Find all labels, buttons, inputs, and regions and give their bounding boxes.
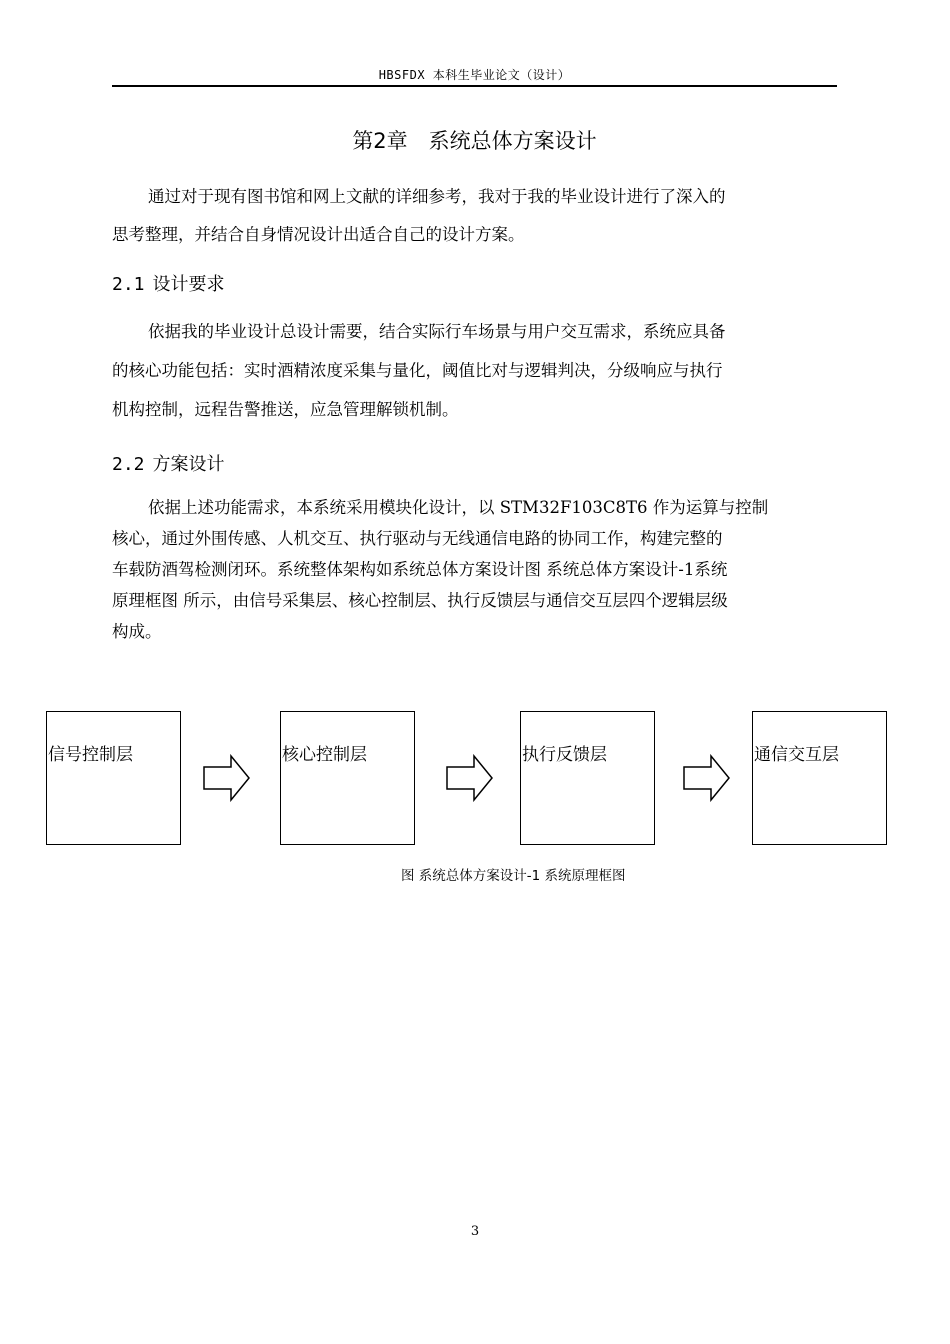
section2-line-5: 构成。 — [112, 622, 162, 641]
diagram-box-communication-layer — [752, 711, 887, 845]
intro-line-1: 通过对于现有图书馆和网上文献的详细参考，我对于我的毕业设计进行了深入的 — [148, 187, 726, 206]
diagram-box-execution-layer — [520, 711, 655, 845]
section1-line-3: 机构控制，远程告警推送，应急管理解锁机制。 — [112, 400, 459, 419]
section-heading-2-1 — [112, 270, 225, 296]
section-heading-2-2 — [112, 450, 225, 476]
chapter-title: 第2章 系统总体方案设计 — [352, 129, 597, 153]
diagram-box-signal-layer — [46, 711, 181, 845]
page-number: 3 — [470, 1224, 480, 1239]
diagram-box-label: 信号控制层 — [48, 745, 133, 765]
right-arrow-icon — [446, 754, 494, 802]
header-rule — [112, 85, 837, 87]
diagram-box-label: 通信交互层 — [754, 745, 839, 765]
diagram-box-label: 执行反馈层 — [522, 745, 607, 765]
section2-line-3: 车载防酒驾检测闭环。系统整体架构如系统总体方案设计图 系统总体方案设计-1系统 — [112, 560, 728, 579]
section-number: 2.1 — [112, 274, 145, 295]
diagram-box-label: 核心控制层 — [282, 745, 367, 765]
section-title: 设计要求 — [152, 274, 225, 295]
section-title: 方案设计 — [152, 454, 225, 475]
section1-line-1: 依据我的毕业设计总设计需要，结合实际行车场景与用户交互需求，系统应具备 — [148, 322, 726, 341]
section2-line-4: 原理框图 所示，由信号采集层、核心控制层、执行反馈层与通信交互层四个逻辑层级 — [112, 591, 728, 610]
diagram-box-core-layer — [280, 711, 415, 845]
figure-caption: 图 系统总体方案设计-1 系统原理框图 — [401, 868, 626, 884]
section2-line-1: 依据上述功能需求，本系统采用模块化设计，以 STM32F103C8T6 作为运算与控制 — [148, 498, 769, 517]
running-header: HBSFDX 本科生毕业论文（设计） — [378, 68, 571, 82]
section1-line-2: 的核心功能包括：实时酒精浓度采集与量化，阈值比对与逻辑判决，分级响应与执行 — [112, 361, 723, 380]
section-number: 2.2 — [112, 454, 145, 475]
right-arrow-icon — [203, 754, 251, 802]
section2-line-2: 核心，通过外围传感、人机交互、执行驱动与无线通信电路的协同工作，构建完整的 — [112, 529, 723, 548]
right-arrow-icon — [683, 754, 731, 802]
intro-line-2: 思考整理，并结合自身情况设计出适合自己的设计方案。 — [112, 225, 525, 244]
